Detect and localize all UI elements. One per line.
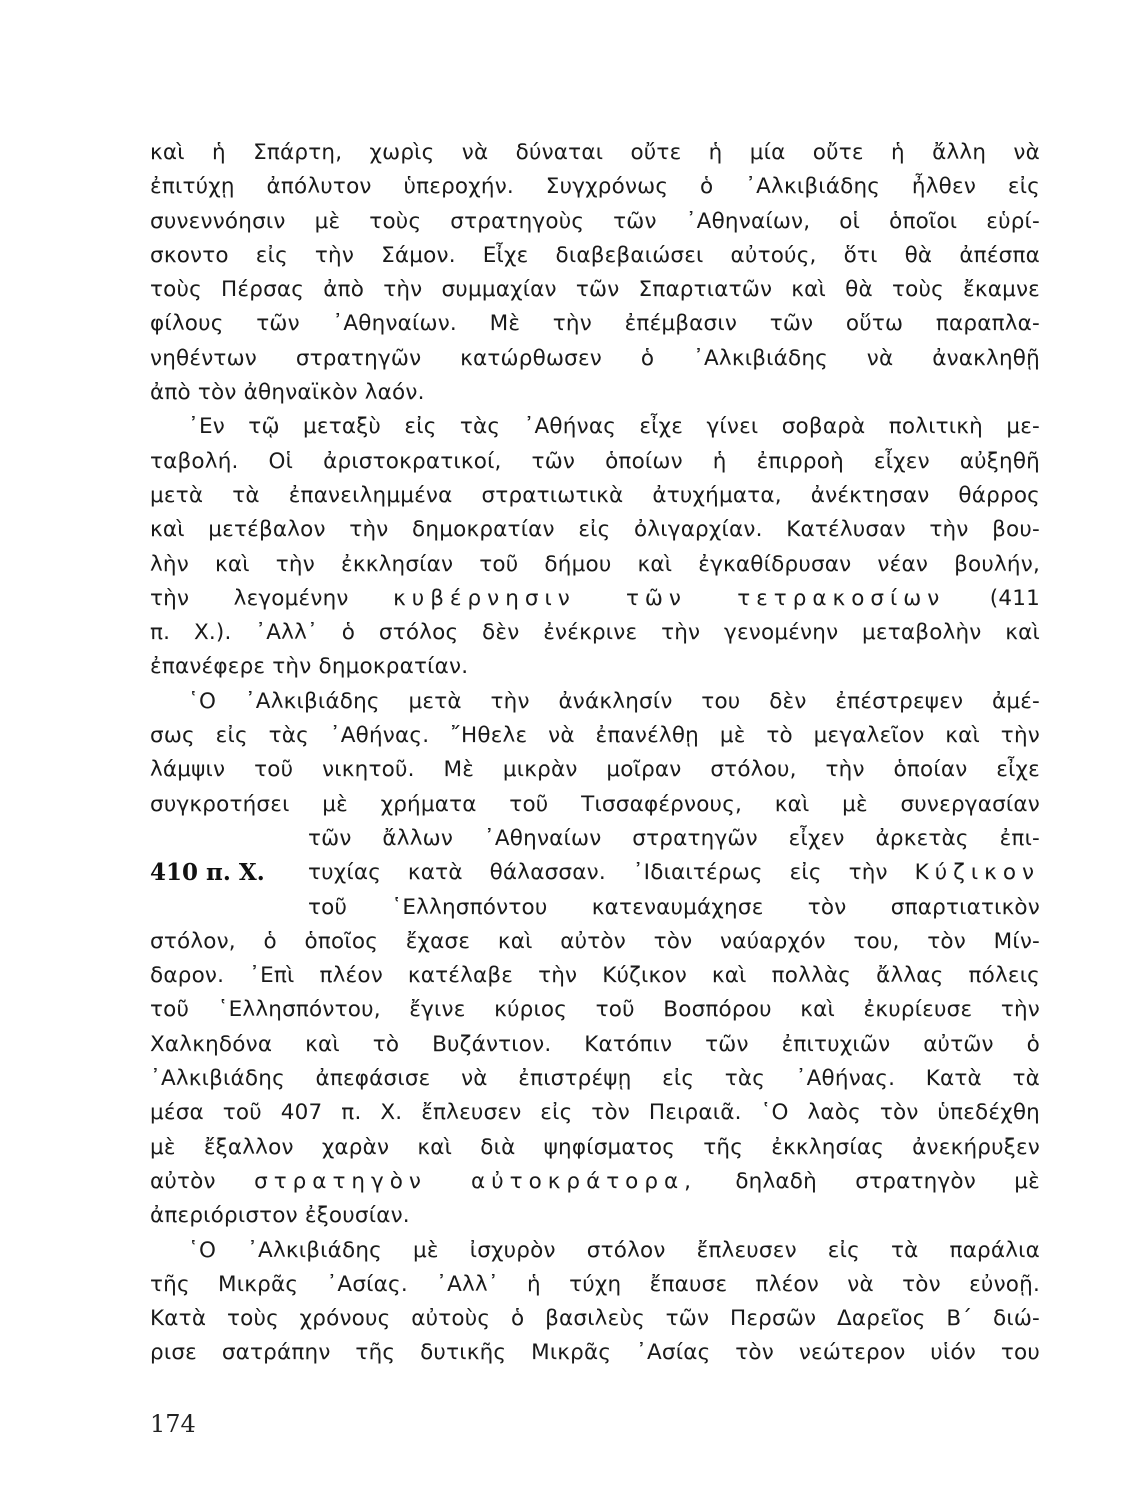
margin-date-note: 410 π. Χ.: [150, 859, 265, 886]
text-line: Κατὰ τοὺς χρόνους αὐτοὺς ὁ βασιλεὺς τῶν Περσῶν Δαρεῖος Β΄ διώ-: [150, 1306, 1040, 1332]
text-segment: δηλαδὴ στρατηγὸν μὲ: [735, 1168, 1040, 1194]
text-line: νηθέντων στρατηγῶν κατώρθωσεν ὁ ᾿Αλκιβιάδης νὰ ἀνακληθῇ: [150, 345, 1040, 371]
text-line: συνεννόησιν μὲ τοὺς στρατηγοὺς τῶν ᾿Αθηναίων, οἱ ὁποῖοι εὑρί-: [150, 208, 1040, 234]
text-line: δαρον. ᾿Επὶ πλέον κατέλαβε τὴν Κύζικον καὶ πολλὰς ἄλλας πόλεις: [150, 963, 1040, 989]
text-segment: τὴν λεγομένην: [150, 585, 349, 611]
text-line: σκοντο εἰς τὴν Σάμον. Εἶχε διαβεβαιώσει αὐτούς, ὅτι θὰ ἀπέσπα: [150, 242, 1040, 268]
text-line: τοῦ ῾Ελλησπόντου, ἔγινε κύριος τοῦ Βοσπόρου καὶ ἐκυρίευσε τὴν: [150, 997, 1040, 1023]
text-segment: (411: [989, 585, 1040, 611]
text-line: ᾿Αλκιβιάδης ἀπεφάσισε νὰ ἐπιστρέψῃ εἰς τὰς ᾿Αθήνας. Κατὰ τὰ: [150, 1066, 1040, 1092]
text-line: ρισε σατράπην τῆς δυτικῆς Μικρᾶς ᾿Ασίας τὸν νεώτερον υἱόν του: [150, 1340, 1040, 1366]
text-line: ῾Ο ᾿Αλκιβιάδης μετὰ τὴν ἀνάκλησίν του δὲν ἐπέστρεψεν ἀμέ-: [188, 688, 1040, 714]
text-line: τοῦ ῾Ελλησπόντου κατεναυμάχησε τὸν σπαρτιατικὸν: [308, 894, 1040, 920]
text-line: π. Χ.). ᾿Αλλ᾿ ὁ στόλος δὲν ἐνέκρινε τὴν γενομένην μεταβολὴν καὶ: [150, 620, 1040, 646]
text-line: τῆς Μικρᾶς ᾿Ασίας. ᾿Αλλ᾿ ἡ τύχη ἔπαυσε πλέον νὰ τὸν εὐνοῇ.: [150, 1271, 1040, 1297]
text-line-mixed: [150, 1165, 1040, 1199]
text-line: ῾Ο ᾿Αλκιβιάδης μὲ ἰσχυρὸν στόλον ἔπλευσεν εἰς τὰ παράλια: [188, 1237, 1040, 1263]
text-line: ταβολή. Οἱ ἀριστοκρατικοί, τῶν ὁποίων ἡ ἐπιρροὴ εἶχεν αὐξηθῆ: [150, 448, 1040, 474]
text-segment: αὐτὸν: [150, 1168, 216, 1194]
text-line: ἐπιτύχῃ ἀπόλυτον ὑπεροχήν. Συγχρόνως ὁ ᾿Αλκιβιάδης ἦλθεν εἰς: [150, 174, 1040, 200]
text-line: ἀπὸ τὸν ἀθηναϊκὸν λαόν.: [150, 380, 425, 406]
text-line-mixed: [150, 582, 1040, 616]
text-line: ἐπανέφερε τὴν δημοκρατίαν.: [150, 654, 469, 680]
text-line: στόλον, ὁ ὁποῖος ἔχασε καὶ αὐτὸν τὸν ναύαρχόν του, τὸν Μίν-: [150, 928, 1040, 954]
text-line: τῶν ἄλλων ᾿Αθηναίων στρατηγῶν εἶχεν ἀρκετὰς ἐπι-: [308, 825, 1040, 851]
spaced-emphasis: κυβέρνησιν τῶν τετρακοσίων: [393, 585, 946, 611]
text-line: λὴν καὶ τὴν ἐκκλησίαν τοῦ δήμου καὶ ἐγκαθίδρυσαν νέαν βουλήν,: [150, 551, 1040, 577]
text-line: μὲ ἔξαλλον χαρὰν καὶ διὰ ψηφίσματος τῆς ἐκκλησίας ἀνεκήρυξεν: [150, 1134, 1040, 1160]
text-line: ᾿Εν τῷ μεταξὺ εἰς τὰς ᾿Αθήνας εἶχε γίνει σοβαρὰ πολιτικὴ με-: [188, 414, 1040, 440]
text-line: καὶ ἡ Σπάρτη, χωρὶς νὰ δύναται οὔτε ἡ μία οὔτε ἡ ἄλλη νὰ: [150, 140, 1040, 165]
text-line: συγκροτήσει μὲ χρήματα τοῦ Τισσαφέρνους, καὶ μὲ συνεργασίαν: [150, 791, 1040, 817]
page-number: 174: [150, 1410, 196, 1438]
text-line: σως εἰς τὰς ᾿Αθήνας. ῎Ηθελε νὰ ἐπανέλθῃ μὲ τὸ μεγαλεῖον καὶ τὴν: [150, 723, 1040, 749]
text-line: φίλους τῶν ᾿Αθηναίων. Μὲ τὴν ἐπέμβασιν τῶν οὕτω παραπλα-: [150, 311, 1040, 337]
text-line: Χαλκηδόνα καὶ τὸ Βυζάντιον. Κατόπιν τῶν ἐπιτυχιῶν αὐτῶν ὁ: [150, 1031, 1040, 1057]
text-line: ἀπεριόριστον ἐξουσίαν.: [150, 1203, 410, 1229]
body-text: [150, 136, 1040, 1371]
spaced-emphasis: Κύζικον: [914, 860, 1040, 886]
text-line: τοὺς Πέρσας ἀπὸ τὴν συμμαχίαν τῶν Σπαρτιατῶν καὶ θὰ τοὺς ἔκαμνε: [150, 277, 1040, 303]
text-line: μέσα τοῦ 407 π. Χ. ἔπλευσεν εἰς τὸν Πειραιᾶ. ῾Ο λαὸς τὸν ὑπεδέχθη: [150, 1100, 1040, 1126]
text-line: λάμψιν τοῦ νικητοῦ. Μὲ μικρὰν μοῖραν στόλου, τὴν ὁποίαν εἶχε: [150, 757, 1040, 783]
text-line: καὶ μετέβαλον τὴν δημοκρατίαν εἰς ὀλιγαρχίαν. Κατέλυσαν τὴν βου-: [150, 517, 1040, 543]
spaced-emphasis: στρατηγὸν αὐτοκράτορα,: [254, 1168, 697, 1194]
text-segment: τυχίας κατὰ θάλασσαν. ᾿Ιδιαιτέρως εἰς τὴν: [308, 860, 888, 886]
text-line: μετὰ τὰ ἐπανειλημμένα στρατιωτικὰ ἀτυχήματα, ἀνέκτησαν θάρρος: [150, 482, 1040, 508]
text-line-mixed: [150, 856, 1040, 890]
